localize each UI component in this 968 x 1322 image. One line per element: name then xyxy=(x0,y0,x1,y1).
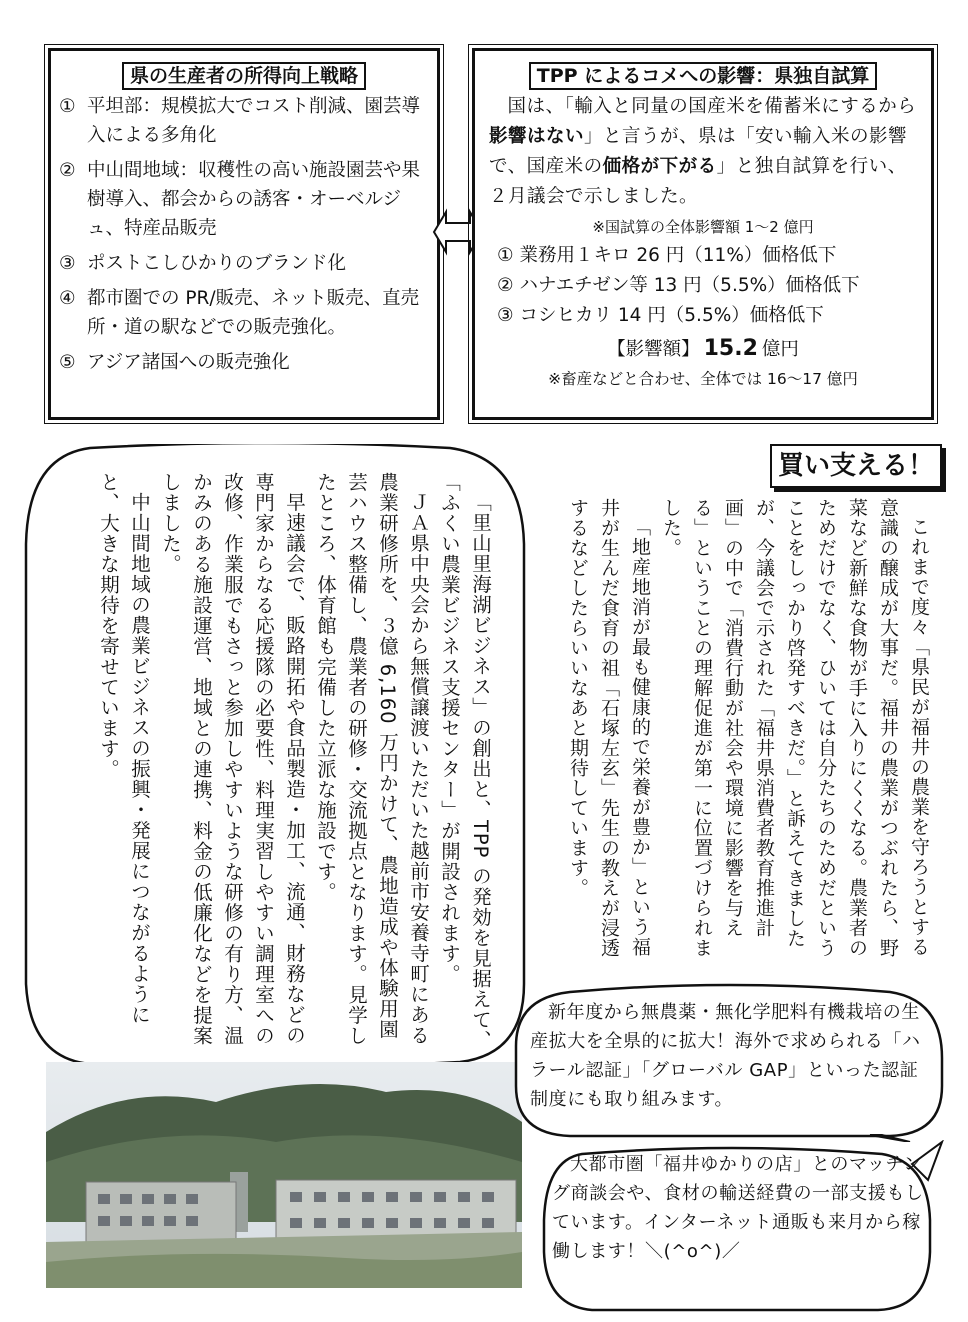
item-text: 中山間地域：収穫性の高い施設園芸や果樹導入、都会からの誘客・オーベルジュ、特産品販売 xyxy=(87,160,421,239)
section-heading: 買い支える！ xyxy=(770,444,942,488)
impact-total: 【影響額】 15.2 億円 xyxy=(607,336,799,361)
item-text: アジア諸国への販売強化 xyxy=(87,352,290,373)
speech-paragraph-3: 早速議会で、販路開拓や食品製造・加工、流通、財務などの専門家からなる応援隊の必要性、料理実習しやすい調理室への改修、作業服でもさっと参加しやすいような研修の有り方、温かみのある施設運営、地域との連携、料金の低廉化などを提案しました。 xyxy=(159,472,306,1046)
item-number: ① xyxy=(59,96,76,117)
right-column-paragraph-1: これまで度々「県民が福井の農業を守ろうとする意識の醸成が大事だ。福井の農業がつぶれたら、野菜など新鮮な食物が手に入りにくくなる。農業者のためだけでなく、ひいては自分たちのためだということをしっかり啓発すべきだ。」と訴えてきましたが、今議会で示された「福井県消費者教育推進計画」の中で「消費行動が社会や環境に影響を与える」ということの理解促進が第一に位置づけられました。 xyxy=(660,498,930,958)
impact-number: ① xyxy=(497,245,514,266)
impact-item xyxy=(497,271,927,301)
speech-paragraph-4: 中山間地域の農業ビジネスの振興・発展につながるようにと、大きな期待を寄せています。 xyxy=(97,472,151,1025)
impact-number: ② xyxy=(497,275,514,296)
tpp-box xyxy=(472,48,934,420)
right-column-text xyxy=(494,498,934,958)
agriculture-center-photo xyxy=(46,1062,522,1288)
item-number: ② xyxy=(59,160,76,181)
speech-main-text xyxy=(56,472,496,1052)
impact-text: ハナエチゼン等 13 円（5.5%）価格低下 xyxy=(519,275,860,296)
item-text: 平坦部：規模拡大でコスト削減、園芸導入による多角化 xyxy=(87,96,421,146)
impact-list xyxy=(479,241,927,331)
strategy-box xyxy=(48,48,440,420)
tpp-body: 国は、「輸入と同量の国産米を備蓄米にするから影響はない」と言うが、県は「安い輸入米の影響で、国産米の価格が下がる」と独自試算を行い、２月議会で示しました。 xyxy=(489,96,917,207)
strategy-item xyxy=(59,284,429,342)
item-number: ④ xyxy=(59,288,76,309)
impact-text: コシヒカリ 14 円（5.5%）価格低下 xyxy=(519,305,824,326)
market-bubble-text: 大都市圏「福井ゆかりの店」とのマッチング商談会や、食材の輸送経費の一部支援もしています。インターネット通販も来月から稼働します！＼(^o^)／ xyxy=(552,1154,924,1262)
item-number: ③ xyxy=(59,253,76,274)
item-text: 都市圏での PR/販売、ネット販売、直売所・道の駅などでの販売強化。 xyxy=(87,288,420,338)
speech-paragraph-2: ＪＡ県中央会から無償譲渡いただいた越前市安養寺町にある農業研修所を、３億 6,160 万円かけて、農地造成や体験用園芸ハウス整備し、農業者の研修・交流拠点となります。見学したところ、体育館も完備した立派な施設です。 xyxy=(314,472,430,1046)
impact-item xyxy=(497,301,927,331)
strategy-item xyxy=(59,156,429,243)
national-estimate-note: ※国試算の全体影響額 1～2 億円 xyxy=(592,218,814,236)
impact-number: ③ xyxy=(497,305,514,326)
strategy-item xyxy=(59,348,429,377)
right-column-paragraph-2: 「地産地消が最も健康的で栄養が豊か」という福井が生んだ食育の祖「石塚左玄」先生の教えが浸透するなどしたらいいなあと期待しています。 xyxy=(567,498,651,958)
total-note: ※畜産などと合わせ、全体では 16～17 億円 xyxy=(548,370,858,388)
speech-paragraph-1: 「里山里海湖ビジネス」の創出と、TPP の発効を見据えて、「ふくい農業ビジネス支援センター」が開設されます。 xyxy=(438,472,492,1050)
item-number: ⑤ xyxy=(59,352,76,373)
strategy-item xyxy=(59,92,429,150)
item-text: ポストこしひかりのブランド化 xyxy=(87,253,347,274)
impact-item xyxy=(497,241,927,271)
tpp-title: TPP によるコメへの影響：県独自試算 xyxy=(479,61,927,88)
strategy-title: 県の生産者の所得向上戦略 xyxy=(59,61,429,88)
strategy-list xyxy=(59,92,429,377)
organic-bubble-text: 新年度から無農薬・無化学肥料有機栽培の生産拡大を全県的に拡大！海外で求められる「ハラール認証」「グローバル GAP」といった認証制度にも取り組みます。 xyxy=(530,1002,921,1110)
strategy-item xyxy=(59,249,429,278)
impact-text: 業務用１キロ 26 円（11%）価格低下 xyxy=(519,245,837,266)
